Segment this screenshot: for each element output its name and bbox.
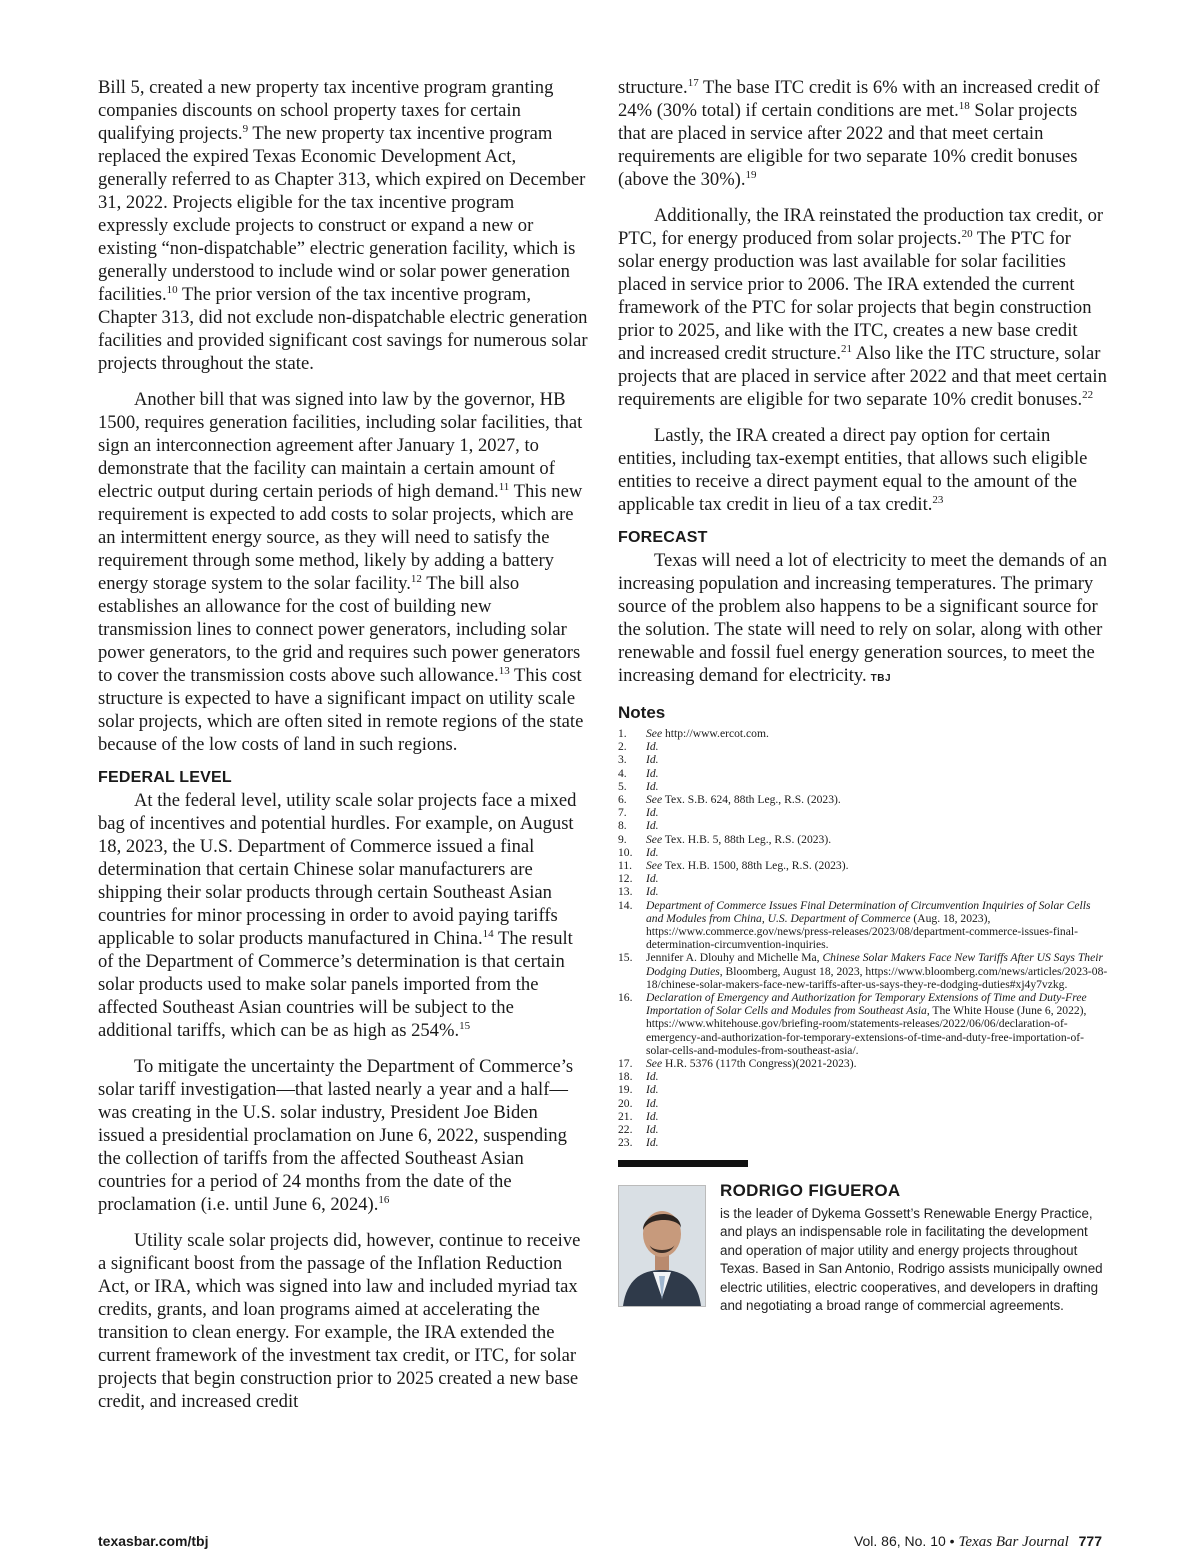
note-citation: Id. <box>646 779 659 793</box>
note-item <box>618 846 1108 859</box>
note-item <box>618 1083 1108 1096</box>
paragraph: Additionally, the IRA reinstated the production tax credit, or PTC, for energy produced from solar projects.$^{20}$ The PTC for solar energy production was last available for solar facilities placed in service prior to 2006. The IRA extended the current framework of the PTC for solar projects that begin construction prior to 2025, and like with the ITC, creates a new base credit and increased credit structure.$^{21}$ Also like the ITC structure, solar projects that are placed in service after 2022 and that meet certain requirements are eligible for two separate 10% credit bonuses.$^{22}$ <box>618 205 1107 410</box>
footnote-ref[interactable]: 16 <box>378 1193 390 1206</box>
author-divider <box>618 1160 748 1167</box>
note-number: 1. <box>618 727 627 740</box>
note-citation: Id. <box>646 872 659 886</box>
author-name: RODRIGO FIGUEROA <box>720 1180 901 1200</box>
footer-journal-name: Texas Bar Journal <box>958 1534 1069 1550</box>
note-text: Tex. H.B. 5, 88th Leg., R.S. (2023). <box>662 832 832 846</box>
note-item <box>618 991 1108 1057</box>
author-photo <box>618 1185 706 1307</box>
note-citation: See <box>646 727 663 740</box>
note-citation: Id. <box>646 845 659 859</box>
note-citation: Id. <box>646 753 659 767</box>
note-number: 20. <box>618 1096 633 1110</box>
footnote-ref[interactable]: 22 <box>1082 388 1094 401</box>
note-citation: Id. <box>646 1096 659 1110</box>
note-item <box>618 740 1108 753</box>
notes-list <box>618 727 1108 1150</box>
note-number: 16. <box>618 991 633 1005</box>
footer-bullet: • <box>949 1533 955 1549</box>
paragraph: Utility scale solar projects did, however, continue to receive a significant boost from the passage of the Inflation Reduction Act, or IRA, which was signed into law and included myriad tax credits, grants, and loan programs aimed at accelerating the transition to clean energy. For example, the IRA extended the current framework of the investment tax credit, or ITC, for solar projects that begin construction prior to 2025 created a new base credit, and increased credit <box>98 1230 581 1412</box>
section-heading-federal: FEDERAL LEVEL <box>98 769 232 786</box>
footer-site-link[interactable]: texasbar.com/tbj <box>98 1533 209 1549</box>
note-text: Tex. S.B. 624, 88th Leg., R.S. (2023). <box>662 793 841 807</box>
note-item <box>618 1057 1108 1070</box>
note-citation: Id. <box>646 740 659 754</box>
footnote-ref[interactable]: 15 <box>459 1019 471 1032</box>
note-item <box>618 806 1108 819</box>
footnote-ref[interactable]: 12 <box>410 572 422 585</box>
note-number: 14. <box>618 898 633 912</box>
note-item <box>618 819 1108 832</box>
note-item <box>618 899 1108 952</box>
note-citation: Declaration of Emergency and Authorization for Temporary Extensions of Time and Duty-Free Importation of Solar Cells and Modules from Southeast Asia <box>646 991 1087 1018</box>
note-item <box>618 753 1108 766</box>
footnote-ref[interactable]: 14 <box>482 927 494 940</box>
note-text: , The White House (June 6, 2022), https://www.whitehouse.gov/briefing-room/statements-releases/2022/06/06/declaration-of-emergency-and-authorization-for-temporary-extensions-of-time-and-duty-free-importation-of-solar-cells-and-modules-from-southeast-asia/. <box>646 1004 1087 1057</box>
note-citation: Id. <box>646 1123 659 1137</box>
footnote-ref[interactable]: 19 <box>745 168 757 181</box>
note-number: 13. <box>618 885 633 899</box>
footer-volume: Vol. 86, No. 10 <box>853 1533 946 1549</box>
author-portrait-icon <box>619 1186 705 1306</box>
note-number: 3. <box>618 753 627 767</box>
note-item <box>618 780 1108 793</box>
note-text: Jennifer A. Dlouhy and Michelle Ma, <box>646 951 823 965</box>
note-item <box>618 951 1108 991</box>
footnote-ref[interactable]: 9 <box>242 122 249 135</box>
note-text: http://www.ercot.com. <box>662 727 769 740</box>
note-number: 10. <box>618 845 633 859</box>
note-item <box>618 1123 1108 1136</box>
notes-heading: Notes <box>618 703 666 722</box>
note-item <box>618 1136 1108 1149</box>
note-citation: Chinese Solar Makers Face New Tariffs After US Says Their Dodging Duties <box>646 951 1103 978</box>
paragraph: To mitigate the uncertainty the Department of Commerce’s solar tariff investigation—that lasted nearly a year and a half—was creating in the U.S. solar industry, President Joe Biden issued a presidential proclamation on June 6, 2022, suspending the collection of tariffs from the affected Southeast Asian countries for a period of 24 months from the date of the proclamation (i.e. until June 6, 2024).$^{16}$ <box>98 1056 574 1215</box>
note-number: 12. <box>618 872 633 886</box>
note-citation: Id. <box>646 1109 659 1123</box>
note-citation: Id. <box>646 1136 659 1150</box>
note-item <box>618 767 1108 780</box>
note-citation: Id. <box>646 1083 659 1097</box>
note-text: (Aug. 18, 2023), https://www.commerce.gov/news/press-releases/2023/08/department-commerce-issues-final-determination-circumvention-inquiries. <box>646 911 1078 952</box>
note-item <box>618 793 1108 806</box>
note-item <box>618 833 1108 846</box>
footnote-ref[interactable]: 21 <box>841 342 853 355</box>
paragraph: At the federal level, utility scale solar projects face a mixed bag of incentives and potential hurdles. For example, on August 18, 2023, the U.S. Department of Commerce issued a final determination that certain Chinese solar manufacturers are shipping their solar products through certain Southeast Asian countries for minor processing in order to avoid paying tariffs applicable to solar products manufactured in China.$^{14}$ The result of the Department of Commerce’s determination is that certain solar products used to make solar panels imported from the affected Southeast Asian countries will be subject to the additional tariffs, which can be as high as 254%.$^{15}$ <box>98 790 577 1041</box>
note-citation: Department of Commerce Issues Final Determination of Circumvention Inquiries of Solar Cells and Modules from China, U.S. Department of Commerce <box>646 898 1091 925</box>
note-text: , Bloomberg, August 18, 2023, https://www.bloomberg.com/news/articles/2023-08-18/chinese-solar-makers-face-new-tariffs-after-us-says-they-re-dodging-duties#xj4y7vzkg. <box>646 964 1108 991</box>
section-heading-forecast: FORECAST <box>618 529 708 546</box>
footnote-ref[interactable]: 23 <box>932 493 944 506</box>
footnote-ref[interactable]: 17 <box>687 76 699 89</box>
footnote-ref[interactable]: 13 <box>498 664 510 677</box>
footnote-ref[interactable]: 11 <box>498 480 510 493</box>
note-citation: Id. <box>646 885 659 899</box>
footnote-ref[interactable]: 10 <box>166 283 178 296</box>
left-column <box>98 76 588 1426</box>
note-number: 2. <box>618 740 627 754</box>
note-number: 19. <box>618 1083 633 1097</box>
note-text: Tex. H.B. 1500, 88th Leg., R.S. (2023). <box>662 859 849 873</box>
note-number: 5. <box>618 779 627 793</box>
note-citation: See <box>646 832 663 846</box>
note-number: 23. <box>618 1136 633 1150</box>
note-number: 17. <box>618 1057 633 1071</box>
tbj-end-mark: TBJ <box>870 673 892 684</box>
note-number: 6. <box>618 793 627 807</box>
paragraph: Another bill that was signed into law by the governor, HB 1500, requires generation facilities, including solar facilities, that sign an interconnection agreement after January 1, 2027, to demonstrate that the facility can maintain a certain amount of electric output during certain periods of high demand.$^{11}$ This new requirement is expected to add costs to solar projects, which are an intermittent energy source, as they will need to satisfy the requirement through some method, likely by adding a battery energy storage system to the solar facility.$^{12}$ The bill also establishes an allowance for the cost of building new transmission lines to connect power generators, including solar power generators, to the grid and requires such power generators to cover the transmission costs above such allowance.$^{13}$ This cost structure is expected to have a significant impact on utility scale solar projects, which are often sited in remote regions of the state because of the low costs of land in such regions. <box>98 389 584 755</box>
note-number: 9. <box>618 832 627 846</box>
note-number: 22. <box>618 1123 633 1137</box>
note-item <box>618 1097 1108 1110</box>
footnote-ref[interactable]: 20 <box>961 227 973 240</box>
note-citation: Id. <box>646 1070 659 1084</box>
paragraph: structure.$^{17}$ The base ITC credit is 6% with an increased credit of 24% (30% total) if certain conditions are met.$^{18}$ Solar projects that are placed in service after 2022 and that meet certain requirements are eligible for two separate 10% credit bonuses (above the 30%).$^{19}$ <box>618 76 1100 190</box>
note-number: 4. <box>618 766 627 780</box>
note-number: 7. <box>618 806 627 820</box>
note-text: H.R. 5376 (117th Congress)(2021-2023). <box>662 1057 857 1071</box>
note-number: 8. <box>618 819 627 833</box>
note-number: 18. <box>618 1070 633 1084</box>
note-item <box>618 859 1108 872</box>
author-bio <box>618 1181 1108 1316</box>
note-item <box>618 885 1108 898</box>
note-citation: Id. <box>646 819 659 833</box>
footer-page-info <box>854 1533 1102 1551</box>
note-citation: See <box>646 793 663 807</box>
footer-page-number: 777 <box>1078 1533 1102 1549</box>
author-description: is the leader of Dykema Gossett’s Renewable Energy Practice, and plays an indispensable role in facilitating the development and operation of major utility and energy projects throughout Texas. Based in San Antonio, Rodrigo assists municipally owned electric utilities, electric cooperatives, and developers in drafting and negotiating a broad range of commercial agreements. <box>720 1205 1103 1313</box>
footnote-ref[interactable]: 18 <box>958 99 970 112</box>
note-number: 11. <box>618 859 633 873</box>
note-citation: See <box>646 1057 663 1071</box>
right-column <box>618 76 1108 1316</box>
paragraph: Bill 5, created a new property tax incentive program granting companies discounts on school property taxes for certain qualifying projects.$^9$ The new property tax incentive program replaced the expired Texas Economic Development Act, generally referred to as Chapter 313, which expired on December 31, 2022. Projects eligible for the tax incentive program expressly exclude projects to construct or expand a new or existing “non-dispatchable” electric generation facility, which is generally understood to include wind or solar power generation facilities.$^{10}$ The prior version of the tax incentive program, Chapter 313, did not exclude non-dispatchable electric generation facilities and provided significant cost savings for numerous solar projects throughout the state. <box>98 77 588 374</box>
note-item <box>618 727 1108 740</box>
note-item <box>618 1110 1108 1123</box>
note-citation: See <box>646 859 663 873</box>
note-item <box>618 1070 1108 1083</box>
note-citation: Id. <box>646 806 659 820</box>
note-number: 15. <box>618 951 633 965</box>
note-item <box>618 872 1108 885</box>
note-number: 21. <box>618 1109 633 1123</box>
paragraph: Lastly, the IRA created a direct pay option for certain entities, including tax-exempt entities, that allows such eligible entities to receive a direct payment equal to the amount of the applicable tax credit in lieu of a tax credit.$^{23}$ <box>618 425 1088 515</box>
paragraph: Texas will need a lot of electricity to meet the demands of an increasing population and increasing temperatures. The primary source of the problem also happens to be a significant source for the solution. The state will need to rely on solar, along with other renewable and fossil fuel energy generation sources, to meet the increasing demand for electricity. TBJ <box>618 550 1108 686</box>
note-citation: Id. <box>646 766 659 780</box>
